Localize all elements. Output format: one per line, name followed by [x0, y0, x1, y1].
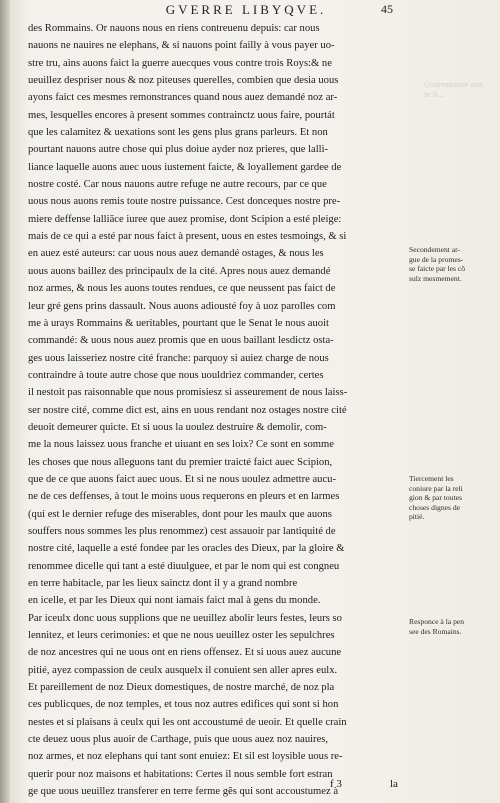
text-line: me à urays Rommains & ueritables, pourtant que le Senat le nous auoit [28, 317, 329, 329]
show-through-line: le S... [424, 91, 444, 99]
text-line: leur gré gens prins dassault. Nous auons adiousté foy à uoz parolles com [28, 300, 336, 312]
text-line: ayons faict ces mesmes remonstrances quand nous auez demandé noz ar- [28, 92, 338, 104]
margin-note-line: Tiercement les [409, 474, 454, 483]
text-line: lennitez, et leurs cerimonies: et que ne nous ueuillez oster les sepulchres [28, 630, 335, 642]
margin-note-line: se faicte par les cõ [409, 264, 466, 274]
page-number: 45 [381, 2, 393, 16]
text-line: mais de ce qui a esté par nous faict à present, uous en estes tesmoings, & si [28, 231, 347, 243]
text-line: pitié, ayez compassion de ceulx ausquelx il conuient sen aller apres eulx. [28, 664, 338, 676]
text-line: noz armes, et noz elephans qui tant sont enuiez: Et sil est loysible uous re- [28, 751, 343, 763]
text-line: ces publicques, de noz temples, et tous noz autres edifices qui sont si hon [28, 699, 339, 711]
text-line: deuoit demeurer quicte. Et si uous la uoulez destruire & demolir, com- [28, 421, 327, 433]
catchword: la [390, 778, 398, 790]
text-line: me la nous laissez uous franche et uiuant en ses loix? Ce sont en somme [28, 439, 334, 451]
text-line: ges uous laisseriez nostre cité franche: parquoy si auiez charge de nous [28, 352, 329, 364]
margin-note-line: Secondement ar- [409, 245, 461, 254]
margin-note-line: pitié. [409, 512, 425, 522]
text-line: miere deffense lalliãce iuree que auez promise, dont Scipion a esté pleige: [28, 213, 342, 225]
text-line: en icelle, et par les Dieux qui nont iamais faict mal à gens du monde. [28, 595, 321, 607]
text-line: nostre costé. Car nous nauons autre refuge ne autre recours, par ce que [28, 179, 327, 191]
margin-note-line: gion & par toutes [409, 493, 462, 503]
text-line: ge que uous ueuillez transferer en terre ferme gẽs qui sont accoustumez à [28, 786, 339, 798]
margin-note-line: Responce à la pen [409, 617, 465, 626]
text-line: en auez esté auteurs: car uous nous auez demandé ostages, & nous les [28, 248, 324, 260]
text-line: mes, lesquelles encores à present sommes contrainctz uous faire, pourtát [28, 109, 335, 121]
margin-note-3 [409, 617, 485, 636]
text-line: ueuillez despriser nous & noz piteuses querelles, combien que desia uous [28, 75, 339, 87]
text-line: noz armes, & nous les auons toutes rendues, ce que neussent pas faict de [28, 283, 336, 295]
signature-mark: f 3 [330, 778, 342, 790]
text-line: nostre cité, laquelle a esté fondee par les oracles des Dieux, par la gloire & [28, 543, 345, 555]
text-line: pourtant nauons autre chose qui plus doiue ayder noz prieres, que lalli- [28, 144, 329, 156]
text-line: uous nous auons remis toute nostre puissance. Cest donceques nostre pre- [28, 196, 341, 208]
text-line: uous auons baillez des principaulx de la cité. Apres nous auez demandé [28, 265, 331, 277]
running-title: GVERRE LIBYQVE. [165, 2, 327, 17]
text-line: (qui est le dernier refuge des miserables, dont pour les maulx que auons [28, 508, 332, 520]
text-line: ser nostre cité, comme dict est, ains en uous rendant noz ostages nostre cité [28, 404, 347, 416]
margin-note-line: sulz mesmement. [409, 273, 462, 283]
margin-note-2 [409, 474, 485, 522]
text-line: querir pour noz maisons et habitations: Certes il nous semble fort estran [28, 768, 333, 780]
text-line: commandé: & uous nous auez promis que en uous baillant lesdictz osta- [28, 335, 334, 347]
text-line: ne de ces deffenses, à tout le moins uous requerons en pleurs et en larmes [28, 491, 340, 503]
text-line: que les calamitez & uexations sont les gens plus grans parleurs. Et non [28, 127, 328, 139]
margin-note-line: gue de la promes- [409, 254, 464, 264]
show-through-text [424, 80, 494, 380]
text-line: liance laquelle auons auec uous iustement faicte, & loyallement gardee de [28, 161, 342, 173]
text-line: de noz ancestres qui ne uous ont en riens offensez. Et si uous auez aucune [28, 647, 342, 659]
text-line: en terre habitacle, par les lieux sainctz dont il y a grand nombre [28, 578, 298, 589]
text-line: souffers nous sommes les plus renommez) cest assauoir par lantiquité de [28, 525, 336, 537]
margin-note-line: choses dignes de [409, 502, 461, 512]
text-line: Et pareillement de noz Dieux domestiques, de nostre marché, de noz pla [28, 682, 335, 694]
text-line: renommee dicelle qui tant a esté diuulguee, et par le nom qui est congneu [28, 560, 340, 572]
page-gutter-shadow [0, 0, 10, 803]
text-line: stre tru, ains auons faict la guerre auecques vous contre trois Roys:& ne [28, 57, 332, 69]
text-line: nauons ne nauires ne elephans, & si nauons point failly à vous payer uo- [28, 40, 335, 52]
margin-note-line: coniure par la reli [409, 483, 463, 493]
show-through-line: Quarentaine ans [424, 81, 483, 89]
text-line: il nestoit pas raisonnable que nous promisiesz si asseurement de nous laiss- [28, 387, 348, 399]
margin-note-line: see des Romains. [409, 626, 462, 636]
text-line: que de ce que auons faict auec uous. Et si ne nous uoulez admettre aucu- [28, 473, 336, 485]
main-text-block [28, 20, 404, 800]
text-line: cte deuez uous plus auoir de Carthage, puis que uous auez noz nauires, [28, 734, 329, 746]
text-line: des Rommains. Or nauons nous en riens contreuenu depuis: car nous [28, 23, 320, 34]
text-line: nestes et si plaisans à ceulx qui les ont accoustumé de ueoir. Et quelle crain [28, 716, 347, 728]
text-line: les choses que nous alleguons tant du premier traicté faict auec Scipion, [28, 456, 333, 468]
text-line: contraindre à toute autre chose que nous uouldriez commander, certes [28, 369, 324, 381]
margin-note-1 [409, 245, 485, 283]
text-line: Par iceulx donc uous supplions que ne ueuillez abolir leurs festes, leurs so [28, 612, 342, 624]
